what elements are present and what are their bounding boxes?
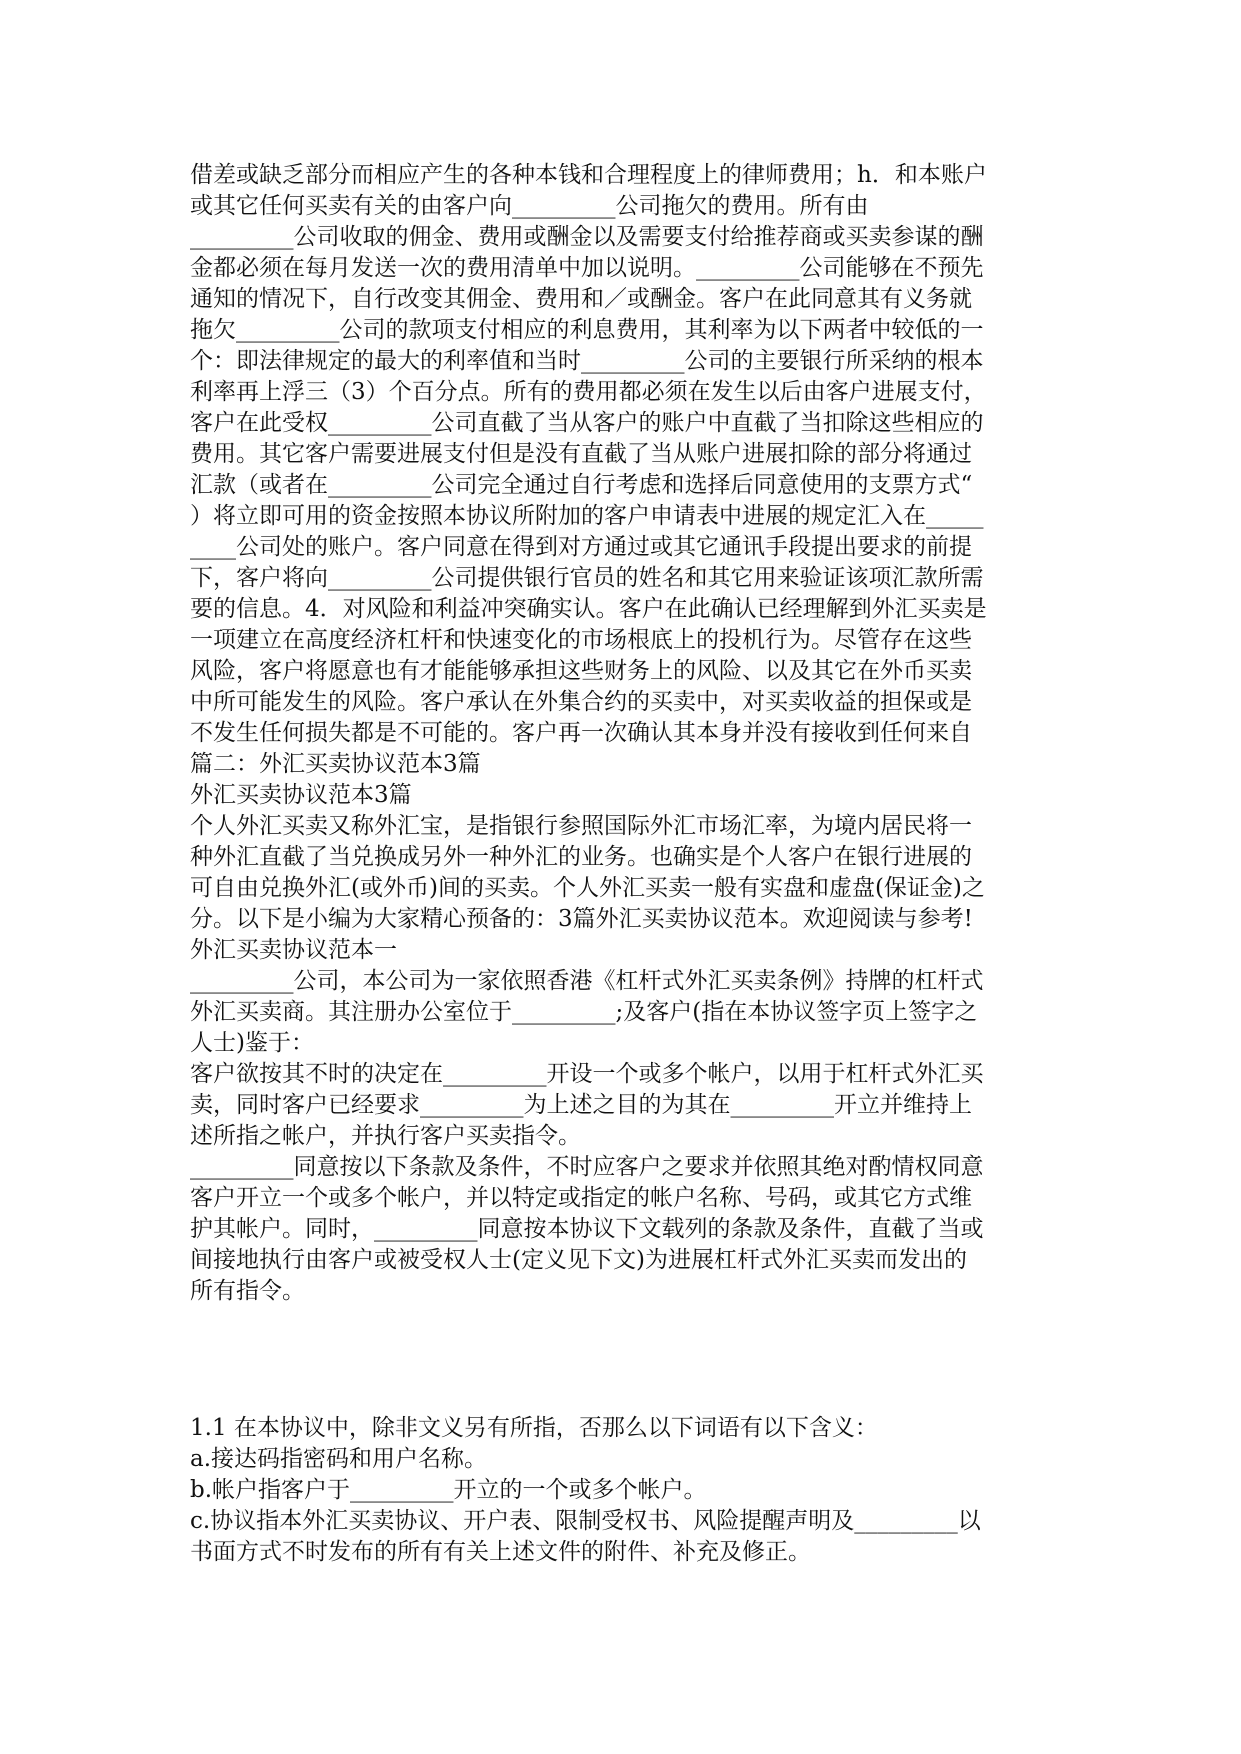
text-line: _________公司收取的佣金、费用或酬金以及需要支付给推荐商或买卖参谋的酬	[190, 224, 984, 250]
text-line: 可自由兑换外汇(或外币)间的买卖。个人外汇买卖一般有实盘和虚盘(保证金)之	[190, 875, 985, 901]
text-line: a.接达码指密码和用户名称。	[190, 1446, 488, 1472]
text-line: 费用。其它客户需要进展支付但是没有直截了当从账户进展扣除的部分将通过	[190, 441, 972, 467]
text-line: 客户欲按其不时的决定在_________开设一个或多个帐户，以用于杠杆式外汇买	[190, 1061, 984, 1087]
text-line: 人士)鉴于：	[190, 1030, 314, 1056]
text-line: c.协议指本外汇买卖协议、开户表、限制受权书、风险提醒声明及_________以	[190, 1508, 981, 1534]
text-line: _________公司，本公司为一家依照香港《杠杆式外汇买卖条例》持牌的杠杆式	[190, 968, 984, 994]
text-line: 风险，客户将愿意也有才能能够承担这些财务上的风险、以及其它在外币买卖	[190, 658, 972, 684]
text-line: 外汇买卖商。其注册办公室位于_________;及客户(指在本协议签字页上签字之	[190, 999, 978, 1025]
text-line: 汇款（或者在_________公司完全通过自行考虑和选择后同意使用的支票方式“	[190, 472, 973, 498]
text-line: 种外汇直截了当兑换成另外一种外汇的业务。也确实是个人客户在银行进展的	[190, 844, 972, 870]
text-line: 书面方式不时发布的所有有关上述文件的附件、补充及修正。	[190, 1539, 811, 1565]
text-line: 金都必须在每月发送一次的费用清单中加以说明。_________公司能够在不预先	[190, 255, 984, 281]
text-line: 借差或缺乏部分而相应产生的各种本钱和合理程度上的律师费用；h．和本账户	[190, 162, 987, 188]
text-line: 中所可能发生的风险。客户承认在外集合约的买卖中，对买卖收益的担保或是	[190, 689, 972, 715]
text-line: 下，客户将向_________公司提供银行官员的姓名和其它用来验证该项汇款所需	[190, 565, 984, 591]
text-line: 客户开立一个或多个帐户，并以特定或指定的帐户名称、号码，或其它方式维	[190, 1185, 972, 1211]
text-line: 分。以下是小编为大家精心预备的：3篇外汇买卖协议范本。欢迎阅读与参考!	[190, 906, 973, 932]
section-heading: 外汇买卖协议范本一	[190, 937, 397, 963]
text-line: 通知的情况下，自行改变其佣金、费用和／或酬金。客户在此同意其有义务就	[190, 286, 972, 312]
text-line: ）将立即可用的资金按照本协议所附加的客户申请表中进展的规定汇入在_____	[190, 503, 984, 529]
text-line: 个人外汇买卖又称外汇宝，是指银行参照国际外汇市场汇率，为境内居民将一	[190, 813, 972, 839]
text-line: _________同意按以下条款及条件，不时应客户之要求并依照其绝对酌情权同意	[190, 1154, 984, 1180]
text-line: 客户在此受权_________公司直截了当从客户的账户中直截了当扣除这些相应的	[190, 410, 984, 436]
text-line: b.帐户指客户于_________开立的一个或多个帐户。	[190, 1477, 707, 1503]
document-body-definitions	[190, 1413, 1070, 1568]
section-heading: 外汇买卖协议范本3篇	[190, 782, 412, 808]
text-line: 护其帐户。同时，_________同意按本协议下文载列的条款及条件，直截了当或	[190, 1216, 984, 1242]
text-line: 要的信息。4．对风险和利益冲突确实认。客户在此确认已经理解到外汇买卖是	[190, 596, 987, 622]
text-line: 所有指令。	[190, 1278, 305, 1304]
text-line: 一项建立在高度经济杠杆和快速变化的市场根底上的投机行为。尽管存在这些	[190, 627, 972, 653]
text-line: 拖欠_________公司的款项支付相应的利息费用，其利率为以下两者中较低的一	[190, 317, 984, 343]
text-line: 不发生任何损失都是不可能的。客户再一次确认其本身并没有接收到任何来自	[190, 720, 972, 746]
text-line: 1.1 在本协议中，除非文义另有所指，否那么以下词语有以下含义：	[190, 1415, 878, 1441]
section-heading: 篇二：外汇买卖协议范本3篇	[190, 751, 481, 777]
text-line: 或其它任何买卖有关的由客户向_________公司拖欠的费用。所有由	[190, 193, 869, 219]
text-line: 个：即法律规定的最大的利率值和当时_________公司的主要银行所采纳的根本	[190, 348, 984, 374]
text-line: ____公司处的账户。客户同意在得到对方通过或其它通讯手段提出要求的前提	[190, 534, 972, 560]
text-line: 利率再上浮三（3）个百分点。所有的费用都必须在发生以后由客户进展支付，	[190, 379, 987, 405]
text-line: 间接地执行由客户或被受权人士(定义见下文)为进展杠杆式外汇买卖而发出的	[190, 1247, 967, 1273]
text-line: 述所指之帐户，并执行客户买卖指令。	[190, 1123, 581, 1149]
document-body-top	[190, 160, 1070, 1307]
text-line: 卖，同时客户已经要求_________为上述之目的为其在_________开立并维持上	[190, 1092, 972, 1118]
